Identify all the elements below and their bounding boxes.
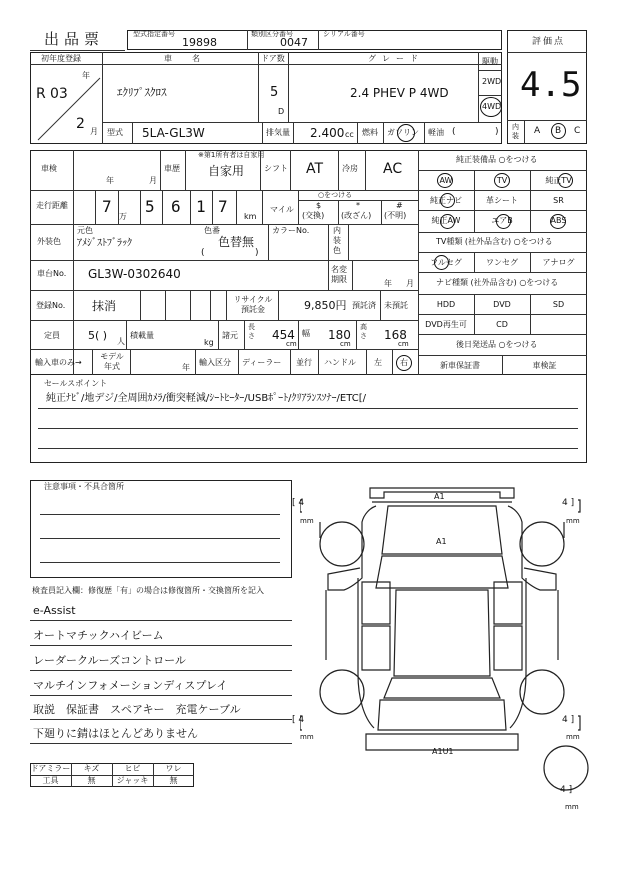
right-doors <box>494 582 522 670</box>
tire-rear-left-value: [ 4 <box>292 715 305 725</box>
inspector-note: 検査員記入欄：修復歴「有」の場合は修復箇所・交換箇所を記入 <box>32 586 264 595</box>
mileage-check-note: ○をつける <box>318 191 353 199</box>
model-type-label: 型式 <box>107 128 123 137</box>
handle-label: ハンドル <box>324 358 356 367</box>
drive-2wd: 2WD <box>482 77 502 86</box>
genuine-title: 純正装備品 ○をつける <box>456 155 538 164</box>
mileage-digit-3: 6 <box>171 197 181 216</box>
length-value: 454 <box>272 328 295 342</box>
rear-window <box>384 678 500 698</box>
wheel-rear-left <box>320 670 364 714</box>
exterior-color-label: 外装色 <box>37 237 61 246</box>
shaken-year-unit: 年 <box>106 176 114 185</box>
tv-fullseg-circle <box>434 255 449 270</box>
damage-code-hood: A1 <box>436 537 447 546</box>
recycle-amount: 9,850円 <box>304 299 347 312</box>
tire-front-left-unit: mm <box>300 517 314 525</box>
tire-front-right-value: 4 ] <box>562 498 575 508</box>
damage-notes-title: 注意事項・不具合箇所 <box>44 482 124 491</box>
equip-sr: SR <box>553 196 564 205</box>
color-no-label: 色番 <box>204 226 220 235</box>
exchange-label: (交換) <box>302 211 325 220</box>
color-code-label: カラーNo. <box>272 226 310 235</box>
capacity-label: 定員 <box>44 331 60 340</box>
note-line-3: レーダークルーズコントロール <box>33 654 186 667</box>
serial-label: シリアル番号 <box>323 30 365 38</box>
equip-abs: ABS <box>550 216 567 225</box>
drive-4wd-circle <box>480 97 502 117</box>
note-line-1: e-Assist <box>33 604 76 617</box>
equip-genuine-tv: 純正TV <box>545 176 572 185</box>
rear-quarters <box>358 674 526 728</box>
fuel-label: 燃料 <box>362 128 378 137</box>
usage-value: 自家用 <box>208 164 245 178</box>
import-class-label: 輸入区分 <box>199 358 231 367</box>
roof <box>394 590 490 676</box>
original-color-label: 元色 <box>77 226 93 235</box>
docs-inspection: 車検証 <box>532 361 557 370</box>
nav-hdd: HDD <box>436 300 456 309</box>
door-type: D <box>278 107 285 116</box>
recycle-status: 預託済 <box>352 301 376 310</box>
color-paren-close: ) <box>255 248 259 258</box>
tailgate <box>378 700 506 730</box>
legend-value-4: 無 <box>169 776 178 785</box>
month-unit: 月 <box>90 127 98 136</box>
usage-label: 車歴 <box>164 164 180 173</box>
fuel-paren-close: ) <box>495 127 499 137</box>
rename-year-unit: 年 <box>384 279 392 288</box>
tv-oneseg: ワンセグ <box>486 258 518 267</box>
original-color-value: ｱﾒｼﾞｽﾄﾌﾞﾗｯｸ <box>77 238 132 249</box>
spare-tire <box>544 746 588 790</box>
sales-point-text: 純正ﾅﾋﾞ/地デジ/全周囲ｶﾒﾗ/衝突軽減/ｼｰﾄﾋｰﾀｰ/USBﾎﾟｰﾄ/ｸﾘｱﾗﾝｽｿﾅｰ/ETC[/ <box>46 393 367 404</box>
color-change-value: 色替無 <box>218 235 255 249</box>
dealer-label: ディーラー <box>242 358 282 367</box>
bracket-br <box>578 716 580 730</box>
rename-label: 名変期限 <box>331 265 347 284</box>
shift-label: シフト <box>264 164 288 173</box>
equip-genuine-tv-circle <box>558 173 573 188</box>
tv-analog: アナログ <box>542 258 575 267</box>
width-label: 幅 <box>302 329 310 338</box>
equip-genuine-navi: 純正ナビ <box>430 196 462 205</box>
shaken-label: 車検 <box>41 164 57 173</box>
mileage-label: 走行距離 <box>36 201 68 210</box>
shaken-month-unit: 月 <box>149 176 157 185</box>
sales-point-box <box>30 375 587 463</box>
model-year-unit: 年 <box>182 363 190 372</box>
first-reg-month: 2 <box>76 116 85 132</box>
model-cert-value: 19898 <box>182 36 217 49</box>
drive-4wd: 4WD <box>482 102 502 111</box>
chassis-value: GL3W-0302640 <box>88 267 181 281</box>
interior-c: C <box>574 126 581 136</box>
docs-warranty: 新車保証書 <box>440 361 480 370</box>
height-label: 高さ <box>360 323 367 340</box>
nav-cd: CD <box>496 320 508 329</box>
interior-b: B <box>555 126 562 136</box>
fuel-gasoline-circle <box>397 124 415 142</box>
left-doors <box>362 582 390 670</box>
tire-rear-right-value: 4 ] <box>562 715 575 725</box>
mileage-digit-5: 7 <box>218 197 228 216</box>
mileage-man-unit: 万 <box>119 212 127 221</box>
fuel-gasoline: ガソリン <box>387 128 419 137</box>
displacement-value: 2.400 <box>310 126 345 140</box>
note-line-6: 下廻りに錆はほとんどありません <box>33 727 198 740</box>
interior-label: 内装 <box>512 123 519 140</box>
wheel-rear-right <box>520 670 564 714</box>
legend-header-3: ヒビ <box>124 764 141 773</box>
evaluation-label: 評価点 <box>532 37 566 47</box>
fuel-diesel: 軽油 <box>428 128 444 137</box>
legend-header-2: キズ <box>83 764 100 773</box>
displacement-unit: cc <box>345 130 354 139</box>
tire-front-right-unit: mm <box>566 517 580 525</box>
load-label: 積載量 <box>130 331 154 340</box>
car-damage-diagram <box>300 478 600 813</box>
model-year-label: モデル年式 <box>100 352 124 371</box>
fuel-paren-open: ( <box>452 127 456 137</box>
sales-point-label: セールスポイント <box>44 379 108 388</box>
legend-header-4: ワレ <box>165 764 182 773</box>
model-cert-label: 型式指定番号 <box>133 30 175 38</box>
mileage-digit-4: 1 <box>196 197 206 216</box>
drive-label: 駆動 <box>482 57 498 66</box>
equip-aw: AW <box>439 176 453 185</box>
model-type-value: 5LA-GL3W <box>142 126 205 140</box>
doors-label: ドア数 <box>261 54 285 63</box>
load-unit: kg <box>204 338 214 347</box>
chassis-label: 車台No. <box>37 269 67 278</box>
mile-label: マイル <box>270 205 294 214</box>
rename-month-unit: 月 <box>406 279 414 288</box>
usage-note: ※第1所有者は自家用 <box>198 151 265 159</box>
damage-code-rear: A1U1 <box>432 747 454 756</box>
wheel-front-left <box>320 522 364 566</box>
recycle-label: リサイクル預託金 <box>233 295 273 314</box>
body-sides <box>326 578 558 674</box>
damage-code-front: A1 <box>434 492 445 501</box>
handle-right-circle <box>396 355 412 371</box>
wheel-front-right <box>520 522 564 566</box>
tire-rear-left-unit: mm <box>300 733 314 741</box>
legend-header-1: ドアミラー <box>30 764 71 773</box>
mileage-km-unit: km <box>244 212 257 221</box>
tire-rear-right-unit: mm <box>566 733 580 741</box>
nav-dvd-play: DVD再生可 <box>425 320 467 329</box>
front-fenders <box>320 502 564 538</box>
equip-genuine-aw: 純正AW <box>431 216 461 225</box>
ac-label: 冷房 <box>342 164 358 173</box>
evaluation-score: 4.5 <box>520 65 582 105</box>
parallel-label: 並行 <box>296 358 312 367</box>
ac-value: AC <box>383 161 403 177</box>
class-value: 0047 <box>280 36 308 49</box>
body-outline <box>328 506 556 590</box>
nav-title: ナビ種類 (社外品含む) ○をつける <box>436 278 559 287</box>
tire-spare-value: 4 ] <box>560 785 573 795</box>
not-deposited: 未預託 <box>384 301 408 310</box>
handle-right: 右 <box>400 358 408 367</box>
tire-front-left-value: [ 4 <box>292 498 305 508</box>
width-value: 180 <box>328 328 351 342</box>
import-label: 輸入車のみ→ <box>35 358 82 367</box>
tire-spare-unit: mm <box>565 803 579 811</box>
tv-title: TV種類 (社外品含む) ○をつける <box>436 237 553 246</box>
car-name-label: 車名 <box>164 54 220 63</box>
interior-color-label: 内装色 <box>333 226 341 255</box>
hood <box>382 506 502 554</box>
interior-b-circle <box>551 123 566 139</box>
unknown-symbol: # <box>396 201 403 210</box>
length-label: 長さ <box>248 323 255 340</box>
legend-value-3: ジャッキ <box>116 776 149 785</box>
mileage-digit-2: 5 <box>145 197 155 216</box>
class-label: 類別区分番号 <box>251 30 293 38</box>
nav-sd: SD <box>552 300 565 309</box>
bracket-tr <box>578 500 580 512</box>
registration-value: 抹消 <box>92 299 117 313</box>
unknown-label: (不明) <box>384 211 407 220</box>
height-value: 168 <box>384 328 407 342</box>
docs-title: 後日発送品 ○をつける <box>456 340 538 349</box>
color-paren-open: ( <box>201 248 205 258</box>
width-unit: cm <box>340 340 351 348</box>
mileage-digit-1: 7 <box>102 197 112 216</box>
equip-tv: TV <box>496 176 508 185</box>
page-title: 出品票 <box>44 30 105 48</box>
height-unit: cm <box>398 340 409 348</box>
registration-label: 登録No. <box>36 301 66 310</box>
tamper-symbol: * <box>356 201 360 210</box>
shift-value: AT <box>306 161 324 177</box>
handle-left: 左 <box>374 358 382 367</box>
equip-aw-circle <box>437 173 453 188</box>
car-name: ｴｸﾘﾌﾟｽｸﾛｽ <box>117 86 167 99</box>
note-line-4: マルチインフォメーションディスプレイ <box>33 679 228 692</box>
note-line-5: 取説 保証書 スペアキー 充電ケーブル <box>33 703 241 716</box>
nav-dvd: DVD <box>493 300 511 309</box>
equip-airbag-circle <box>496 214 511 229</box>
length-unit: cm <box>286 340 297 348</box>
first-reg-era: R <box>36 86 46 102</box>
note-line-2: オートマチックハイビーム <box>33 629 164 642</box>
first-reg-year: 03 <box>50 86 68 102</box>
year-unit: 年 <box>82 71 90 80</box>
equip-tv-circle <box>494 173 510 188</box>
tv-fullseg: フルセグ <box>430 258 462 267</box>
grade-value: 2.4 PHEV P 4WD <box>350 86 449 100</box>
interior-a: A <box>534 126 541 136</box>
grade-label: グレード <box>368 54 424 63</box>
displacement-label: 排気量 <box>266 128 290 137</box>
exchange-symbol: $ <box>316 201 322 210</box>
first-reg-label: 初年度登録 <box>41 54 81 63</box>
damage-notes-box <box>30 480 292 578</box>
equip-leather: 革シート <box>486 196 518 205</box>
dimensions-label: 諸元 <box>222 331 238 340</box>
legend-value-2: 無 <box>87 776 96 785</box>
legend-value-1: 工具 <box>42 776 59 785</box>
capacity-value: 5( ) <box>88 329 108 342</box>
equip-genuine-navi-circle <box>440 193 455 208</box>
equip-airbag: エアB <box>491 216 513 225</box>
equip-genuine-aw-circle <box>440 214 455 229</box>
equip-abs-circle <box>550 214 566 229</box>
doors-value: 5 <box>270 85 279 100</box>
capacity-unit: 人 <box>117 337 125 346</box>
windshield <box>376 556 508 588</box>
tamper-label: (改ざん) <box>341 211 372 220</box>
